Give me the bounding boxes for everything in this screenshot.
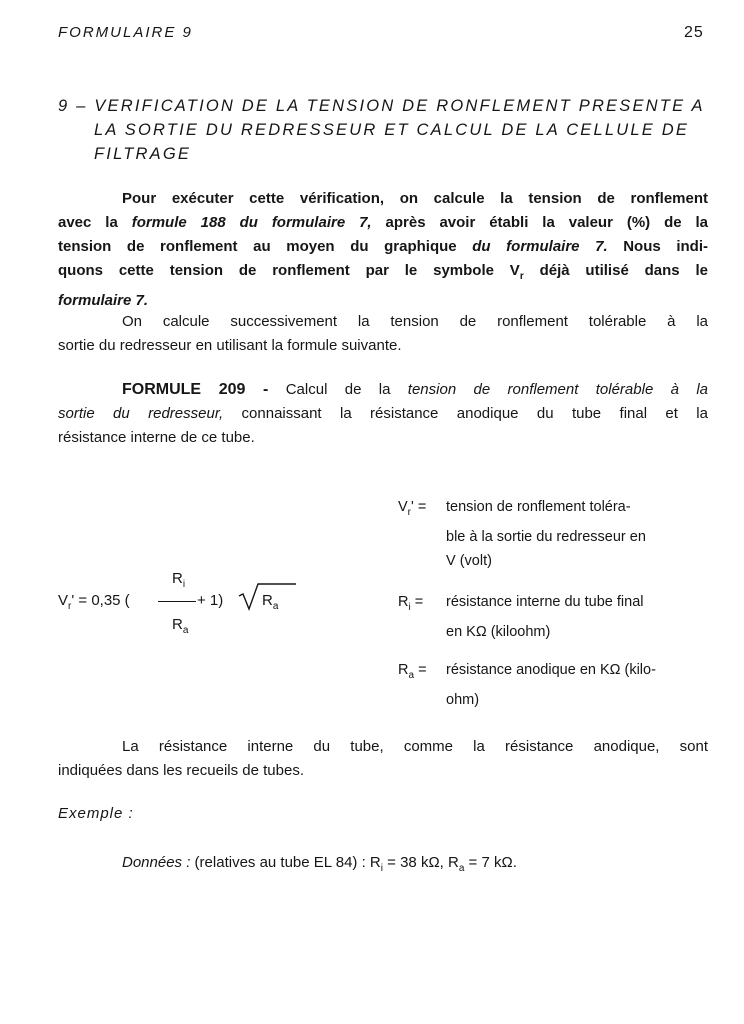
subscript: i: [408, 601, 411, 613]
subscript: a: [272, 601, 279, 612]
subscript: a: [408, 669, 415, 681]
page-number: 25: [684, 24, 704, 41]
text-span: (relatives au tube EL 84) : R: [190, 854, 381, 871]
equation-text: ' = 0,35 (: [71, 592, 130, 609]
text-span: Calcul de la: [268, 381, 408, 398]
equation-symbol: R: [172, 570, 183, 587]
italic-ref: du formulaire 7.: [472, 238, 608, 255]
section-title-line: 9 – VERIFICATION DE LA TENSION DE RONFLEMENT PRESENTE A: [58, 97, 705, 115]
text-line: On calcule successivement la tension de ronflement tolérable à la: [122, 313, 708, 330]
equation-numerator: [172, 570, 185, 590]
running-header: FORMULAIRE 9: [58, 24, 193, 41]
definition-text: résistance anodique en KΩ (kilo-: [446, 662, 656, 678]
text-span: avec la: [58, 214, 132, 231]
italic-ref: formule 188 du formulaire 7,: [131, 214, 372, 231]
text-line: [58, 235, 708, 259]
example-label: Exemple :: [58, 805, 134, 822]
text-line: [58, 402, 708, 426]
subscript: a: [182, 625, 189, 636]
definition-vr: [398, 495, 716, 573]
subscript: r: [68, 601, 72, 612]
text-line: résistance interne de ce tube.: [58, 429, 255, 446]
definition-text: tension de ronflement toléra-: [446, 499, 631, 515]
text-line: [58, 378, 708, 402]
text-span: = 7 kΩ.: [464, 854, 517, 871]
definition-text: ohm): [446, 691, 480, 708]
italic-text: sortie du redresseur,: [58, 405, 224, 422]
text-line: Pour exécuter cette vérification, on calcule la tension de ronflement: [122, 190, 708, 207]
text-span: tension de ronflement au moyen du graphique: [58, 238, 473, 255]
subscript: a: [458, 863, 465, 874]
donnees-label: Données :: [122, 854, 191, 871]
italic-text: tension de ronflement tolérable à la: [407, 381, 708, 398]
definition-text: résistance interne du tube final: [446, 594, 644, 610]
definition-text: en KΩ (kiloohm): [446, 623, 551, 640]
definition-row: [398, 590, 716, 620]
equals-sign: =: [414, 594, 424, 610]
equation-denominator: [172, 616, 188, 636]
definition-symbol: [398, 590, 446, 620]
text-span: connaissant la résistance anodique du tube final et la: [223, 405, 708, 422]
equation-lhs: [58, 592, 130, 612]
equation-symbol: R: [172, 616, 183, 633]
definition-row: [398, 495, 716, 525]
text-span: quons cette tension de ronflement par le symbole V: [58, 262, 520, 279]
subscript: i: [182, 579, 186, 590]
equation-symbol: V: [58, 592, 69, 609]
text-line: indiquées dans les recueils de tubes.: [58, 762, 304, 779]
text-span: déjà utilisé dans le: [523, 262, 708, 279]
fraction-bar: [158, 601, 196, 602]
equation-symbol: R: [398, 594, 409, 610]
definition-row: [398, 658, 716, 688]
definition-symbol: [398, 658, 446, 688]
text-line: [58, 211, 708, 235]
subscript: i: [380, 863, 383, 874]
text-line: [58, 259, 708, 289]
formula-description: [58, 378, 708, 450]
definition-ri: [398, 590, 716, 644]
paragraph-tube-data: [58, 735, 708, 783]
equation-text: ': [411, 499, 414, 515]
italic-ref: formulaire 7.: [58, 292, 149, 309]
equation-symbol: R: [262, 592, 273, 609]
equation-plus-one: + 1): [197, 592, 224, 609]
text-line: sortie du redresseur en utilisant la formule suivante.: [58, 337, 402, 354]
example-data: [122, 854, 517, 874]
formula-name: FORMULE 209 -: [122, 381, 269, 398]
definition-text: ble à la sortie du redresseur en: [446, 528, 646, 545]
text-line: La résistance interne du tube, comme la résistance anodique, sont: [122, 738, 708, 755]
equals-sign: =: [418, 662, 427, 678]
definition-ra: [398, 658, 716, 712]
subscript: r: [407, 506, 412, 518]
definition-text: V (volt): [446, 552, 492, 569]
text-span: Nous indi-: [607, 238, 708, 255]
equation-radicand: [262, 592, 278, 612]
text-span: = 38 kΩ, R: [383, 854, 459, 871]
definition-symbol: [398, 495, 446, 525]
section-title-line: FILTRAGE: [94, 145, 192, 163]
equation-symbol: V: [398, 499, 408, 515]
section-title-line: LA SORTIE DU REDRESSEUR ET CALCUL DE LA CELLULE DE: [94, 121, 690, 139]
paragraph-intro: [58, 187, 708, 313]
paragraph-successive: [58, 310, 708, 358]
equals-sign: =: [417, 499, 427, 515]
section-title: [58, 94, 708, 166]
equation-symbol: R: [398, 662, 409, 678]
text-span: après avoir établi la valeur (%) de la: [371, 214, 709, 231]
subscript: r: [519, 271, 524, 282]
